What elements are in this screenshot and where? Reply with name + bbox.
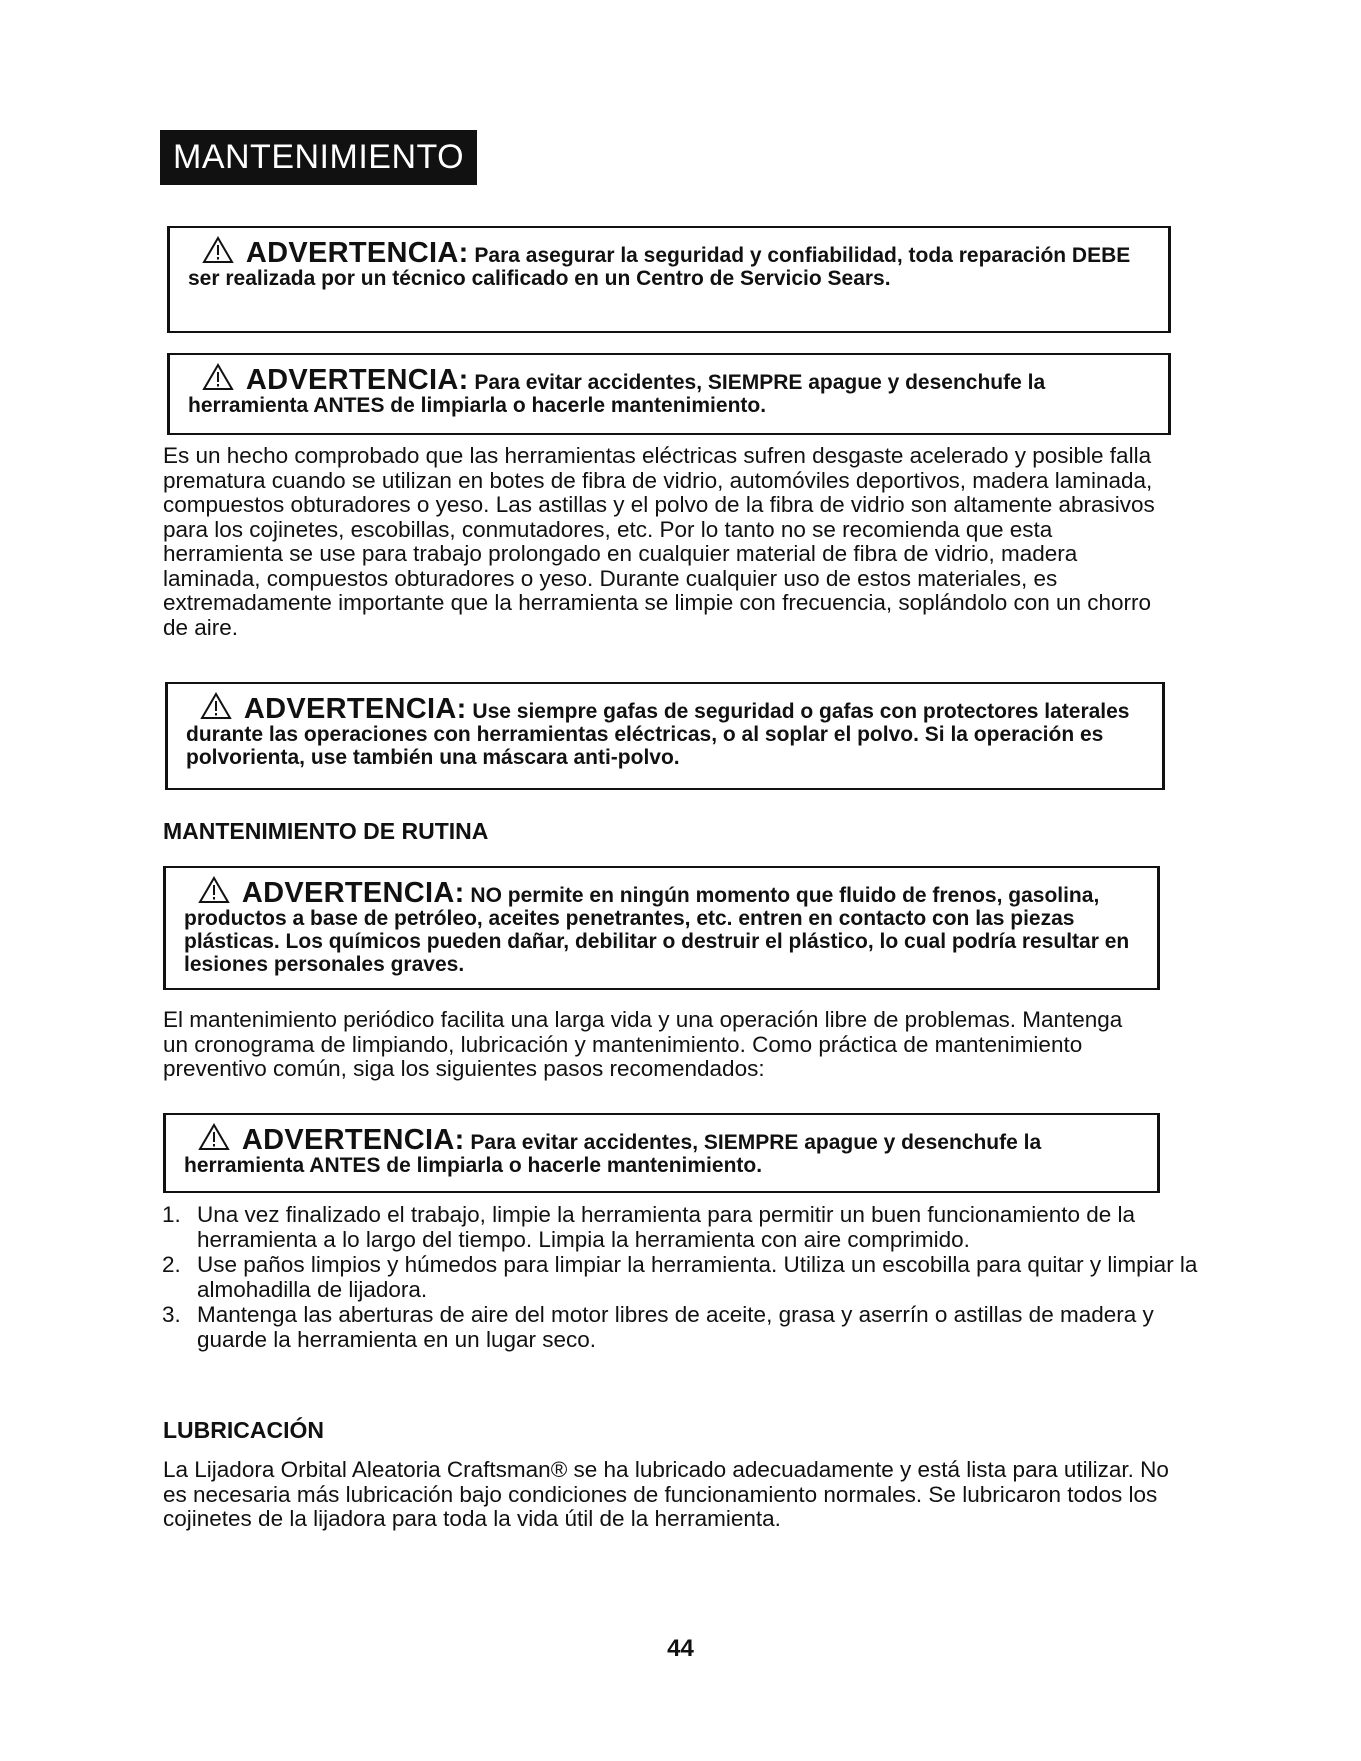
warning-box-eye-protection: [165, 682, 1165, 790]
step-text: Mantenga las aberturas de aire del motor libres de aceite, grasa y aserrín o astillas de madera y guarde la herramienta en un lugar seco.: [197, 1302, 1154, 1352]
step-number: 2.: [162, 1252, 181, 1277]
step-number: 3.: [162, 1302, 181, 1327]
heading-lubrication: LUBRICACIÓN: [163, 1417, 324, 1443]
page-number: 44: [667, 1635, 694, 1662]
warning-text: Para evitar accidentes, SIEMPRE apague y desenchufe la herramienta ANTES de limpiarla o hacerle mantenimiento.: [188, 371, 1046, 417]
section-banner: MANTENIMIENTO: [160, 130, 477, 185]
warning-lead: ADVERTENCIA:: [245, 364, 469, 396]
warning-text: NO permite en ningún momento que fluido de frenos, gasolina, productos a base de petróleo, aceites penetrantes, etc. entren en contacto con las piezas plásticas. Los químicos pueden dañar, debilitar o destruir el plástico, lo cual podría resultar en lesiones personales graves.: [184, 884, 1130, 976]
maintenance-steps: [150, 1203, 1200, 1353]
warning-triangle-icon: [202, 363, 234, 391]
warning-text: Para asegurar la seguridad y confiabilidad, toda reparación DEBE ser realizada por un técnico calificado en un Centro de Servicio Sears.: [188, 244, 1131, 290]
warning-lead: ADVERTENCIA:: [243, 693, 467, 725]
list-item: [150, 1203, 1200, 1252]
warning-triangle-icon: [198, 876, 230, 904]
step-text: Use paños limpios y húmedos para limpiar la herramienta. Utiliza un escobilla para quitar y limpiar la almohadilla de lijadora.: [197, 1252, 1198, 1302]
list-item: [150, 1253, 1200, 1302]
warning-lead: ADVERTENCIA:: [241, 877, 465, 909]
heading-routine-maintenance: MANTENIMIENTO DE RUTINA: [163, 818, 489, 844]
warning-box-unplug: [167, 353, 1171, 435]
warning-box-unplug-2: [163, 1113, 1160, 1193]
warning-triangle-icon: [198, 1123, 230, 1151]
warning-text: Para evitar accidentes, SIEMPRE apague y desenchufe la herramienta ANTES de limpiarla o hacerle mantenimiento.: [184, 1131, 1042, 1177]
step-text: Una vez finalizado el trabajo, limpie la herramienta para permitir un buen funcionamiento de la herramienta a lo largo del tiempo. Limpia la herramienta con aire comprimido.: [197, 1202, 1136, 1252]
warning-lead: ADVERTENCIA:: [241, 1124, 465, 1156]
warning-triangle-icon: [202, 236, 234, 264]
warning-triangle-icon: [200, 692, 232, 720]
warning-text: Use siempre gafas de seguridad o gafas con protectores laterales durante las operaciones con herramientas eléctricas, o al soplar el polvo. Si la operación es polvorienta, use también una máscara anti-polvo.: [186, 700, 1130, 769]
routine-paragraph: El mantenimiento periódico facilita una larga vida y una operación libre de problemas. Mantenga un cronograma de limpiando, lubricación y mantenimiento. Como práctica de mantenimiento preventivo común, siga los siguientes pasos recomendados:: [163, 1007, 1123, 1081]
step-number: 1.: [162, 1202, 181, 1227]
lubrication-paragraph: La Lijadora Orbital Aleatoria Craftsman® se ha lubricado adecuadamente y está lista para utilizar. No es necesaria más lubricación bajo condiciones de funcionamiento normales. Se lubricaron todos los cojinetes de la lijadora para toda la vida útil de la herramienta.: [163, 1457, 1169, 1531]
warning-box-chemicals: [163, 866, 1160, 990]
intro-paragraph: Es un hecho comprobado que las herramientas eléctricas sufren desgaste acelerado y posible falla prematura cuando se utilizan en botes de fibra de vidrio, automóviles deportivos, madera laminada, compuestos obturadores o yeso. Las astillas y el polvo de la fibra de vidrio son altamente abrasivos para los cojinetes, escobillas, conmutadores, etc. Por lo tanto no se recomienda que esta herramienta se use para trabajo prolongado en cualquier material de fibra de vidrio, madera laminada, compuestos obturadores o yeso. Durante cualquier uso de estos materiales, es extremadamente importante que la herramienta se limpie con frecuencia, soplándolo con un chorro de aire.: [163, 443, 1155, 640]
list-item: [150, 1303, 1200, 1352]
warning-lead: ADVERTENCIA:: [245, 237, 469, 269]
warning-box-service: [167, 226, 1171, 333]
